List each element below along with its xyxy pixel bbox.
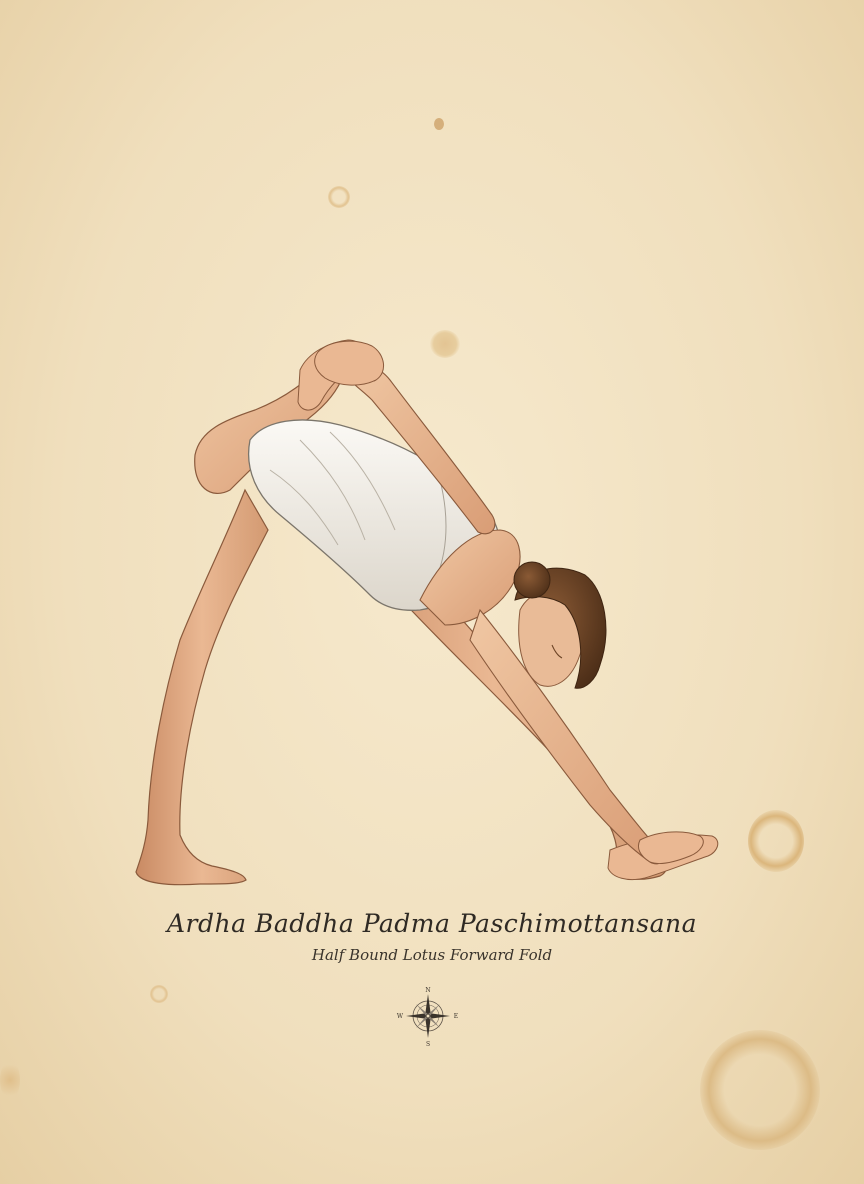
caption (0, 904, 864, 966)
compass-south: S (425, 1041, 431, 1048)
compass-west: W (396, 1013, 404, 1020)
compass-rose-icon (396, 984, 460, 1048)
hair-bun (514, 562, 550, 598)
pose-name: Ardha Baddha Padma Paschimottansana (167, 909, 697, 938)
pose-translation: Half Bound Lotus Forward Fold (311, 946, 553, 964)
standing-leg (136, 490, 268, 885)
compass-east: E (453, 1013, 459, 1020)
compass-north: N (425, 987, 431, 994)
binding-hand (315, 341, 384, 385)
